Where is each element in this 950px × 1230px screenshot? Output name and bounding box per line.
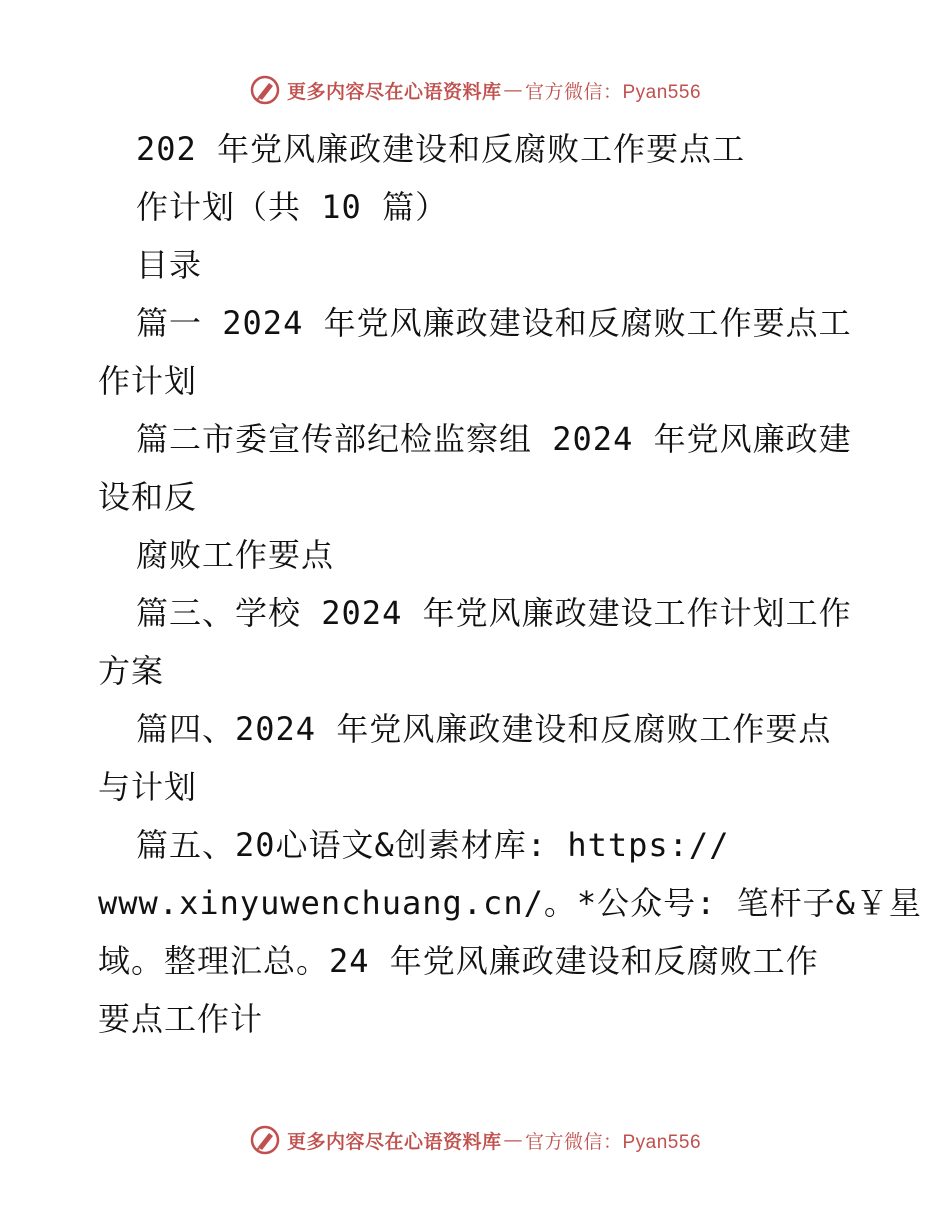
document-line: 方案 — [98, 652, 165, 690]
document-line: 作计划（共 10 篇） — [136, 188, 449, 226]
header-banner — [0, 70, 950, 110]
banner-separator: — — [503, 79, 523, 101]
document-line: 篇四、2024 年党风廉政建设和反腐败工作要点 — [136, 710, 832, 748]
pen-logo-icon — [249, 1124, 281, 1156]
banner-site-text: 更多内容尽在心语资料库 — [286, 80, 502, 103]
document-line: 要点工作计 — [98, 1000, 264, 1038]
banner-wechat-text: 官方微信：Pyan556 — [525, 1131, 702, 1153]
banner-wechat-text: 官方微信：Pyan556 — [525, 81, 702, 103]
document-line: 篇五、20心语文&创素材库: https:// — [136, 826, 730, 864]
banner-separator: — — [503, 1129, 523, 1151]
document-line: 与计划 — [98, 768, 198, 806]
document-line: 目录 — [136, 246, 203, 284]
pen-logo-icon — [249, 74, 281, 106]
banner-site-text: 更多内容尽在心语资料库 — [286, 1130, 502, 1153]
document-line: 腐败工作要点 — [136, 536, 335, 574]
document-line: 篇二市委宣传部纪检监察组 2024 年党风廉政建 — [136, 420, 852, 458]
document-body — [98, 120, 922, 1048]
document-line: 域。整理汇总。24 年党风廉政建设和反腐败工作 — [98, 942, 819, 980]
document-line: 篇一 2024 年党风廉政建设和反腐败工作要点工 — [136, 304, 852, 342]
document-line: 篇三、学校 2024 年党风廉政建设工作计划工作 — [136, 594, 852, 632]
document-line: www.xinyuwenchuang.cn/。*公众号: 笔杆子&￥星 — [98, 884, 922, 922]
document-line: 202 年党风廉政建设和反腐败工作要点工 — [136, 130, 746, 168]
footer-banner — [0, 1120, 950, 1160]
document-line: 作计划 — [98, 362, 198, 400]
document-line: 设和反 — [98, 478, 198, 516]
